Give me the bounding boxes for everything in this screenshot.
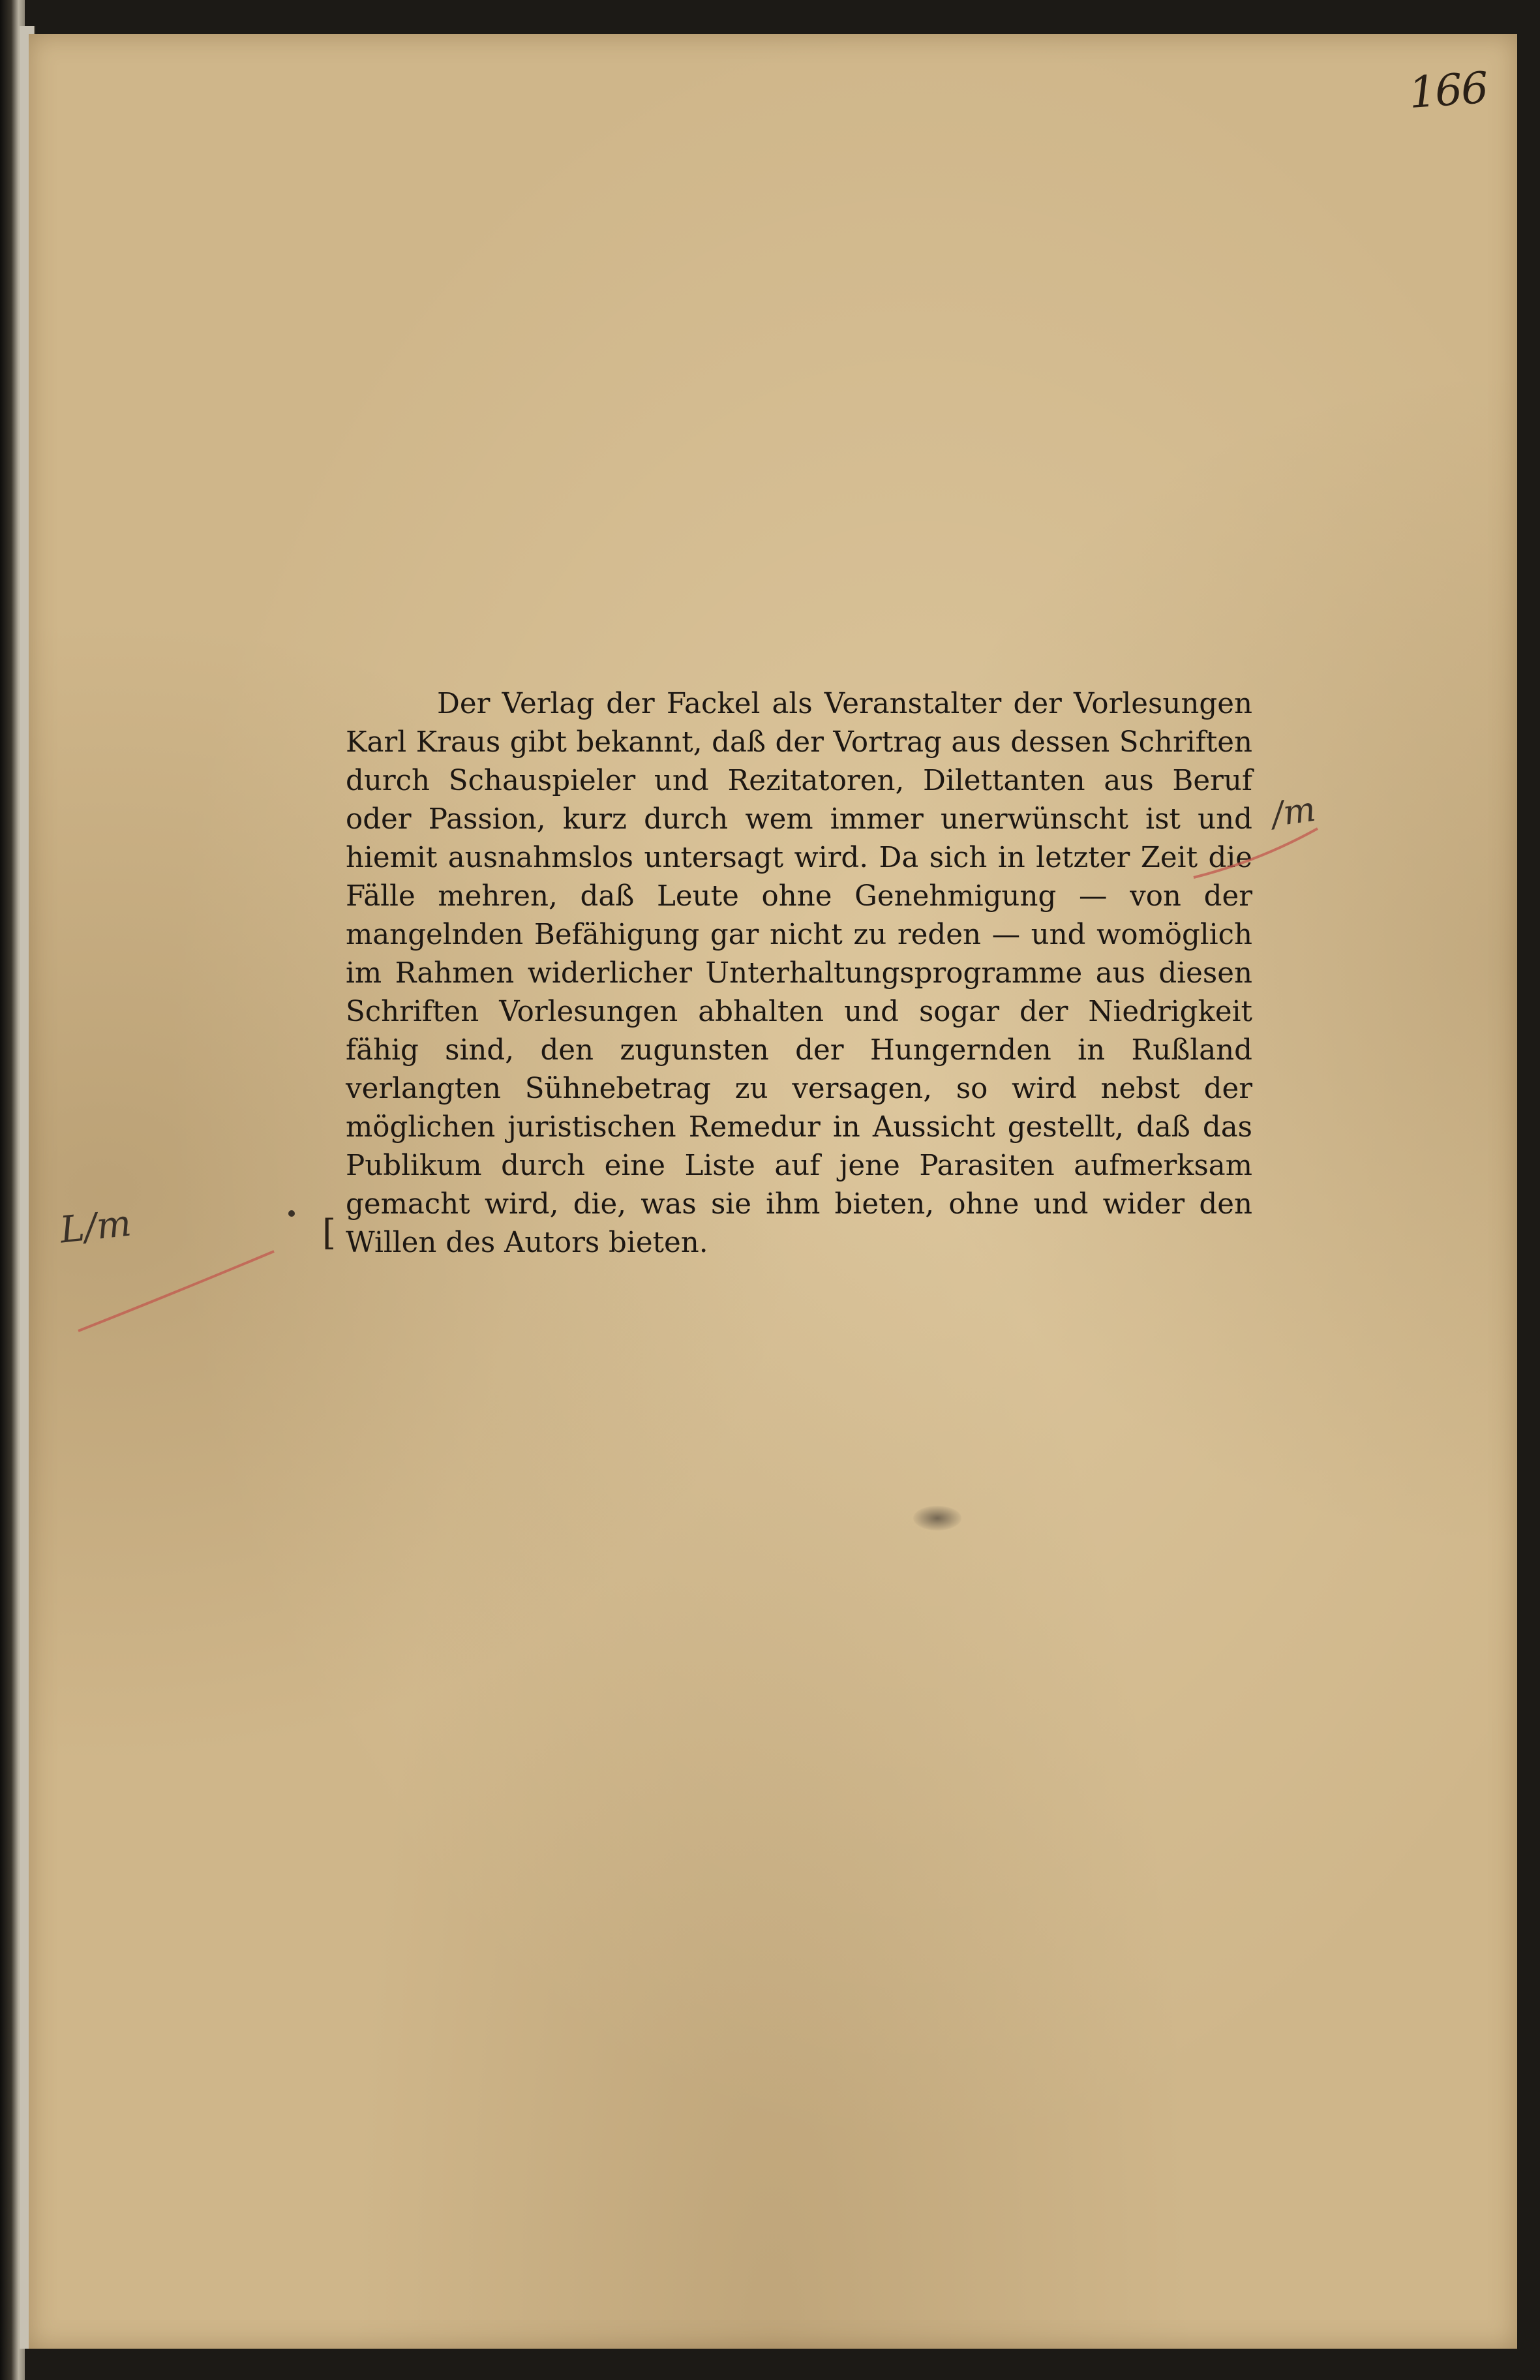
ink-dot <box>288 1210 295 1217</box>
announcement-paragraph: Der Verlag der Fackel als Veranstalter der Vorlesungen Karl Kraus gibt bekannt, daß der Vortrag aus dessen Schriften durch Schauspieler und Rezitatoren, Dilettanten aus Beruf oder Passion, kurz durch wem immer unerwünscht ist und hiemit ausnahmslos untersagt wird. Da sich in letzter Zeit die Fälle mehren, daß Leute ohne Genehmigung — von der mangelnden Befähigung gar nicht zu reden — und womöglich im Rahmen widerlicher Unterhaltungsprogramme aus diesen Schriften Vorlesungen abhalten und sogar der Niedrigkeit fähig sind, den zugunsten der Hungernden in Rußland verlangten Sühnebetrag zu versagen, so wird nebst der möglichen juristischen Remedur in Aussicht gestellt, daß das Publikum durch eine Liste auf jene Parasiten aufmerksam gemacht wird, die, was sie ihm bieten, ohne und wider den Willen des Autors bieten. <box>346 688 1252 1259</box>
ink-smudge <box>913 1506 961 1531</box>
insertion-bracket: [ <box>322 1212 337 1253</box>
left-margin-annotation: L/m <box>57 1202 134 1252</box>
right-margin-annotation: /m <box>1269 789 1318 835</box>
folio-number: 166 <box>1407 62 1489 119</box>
